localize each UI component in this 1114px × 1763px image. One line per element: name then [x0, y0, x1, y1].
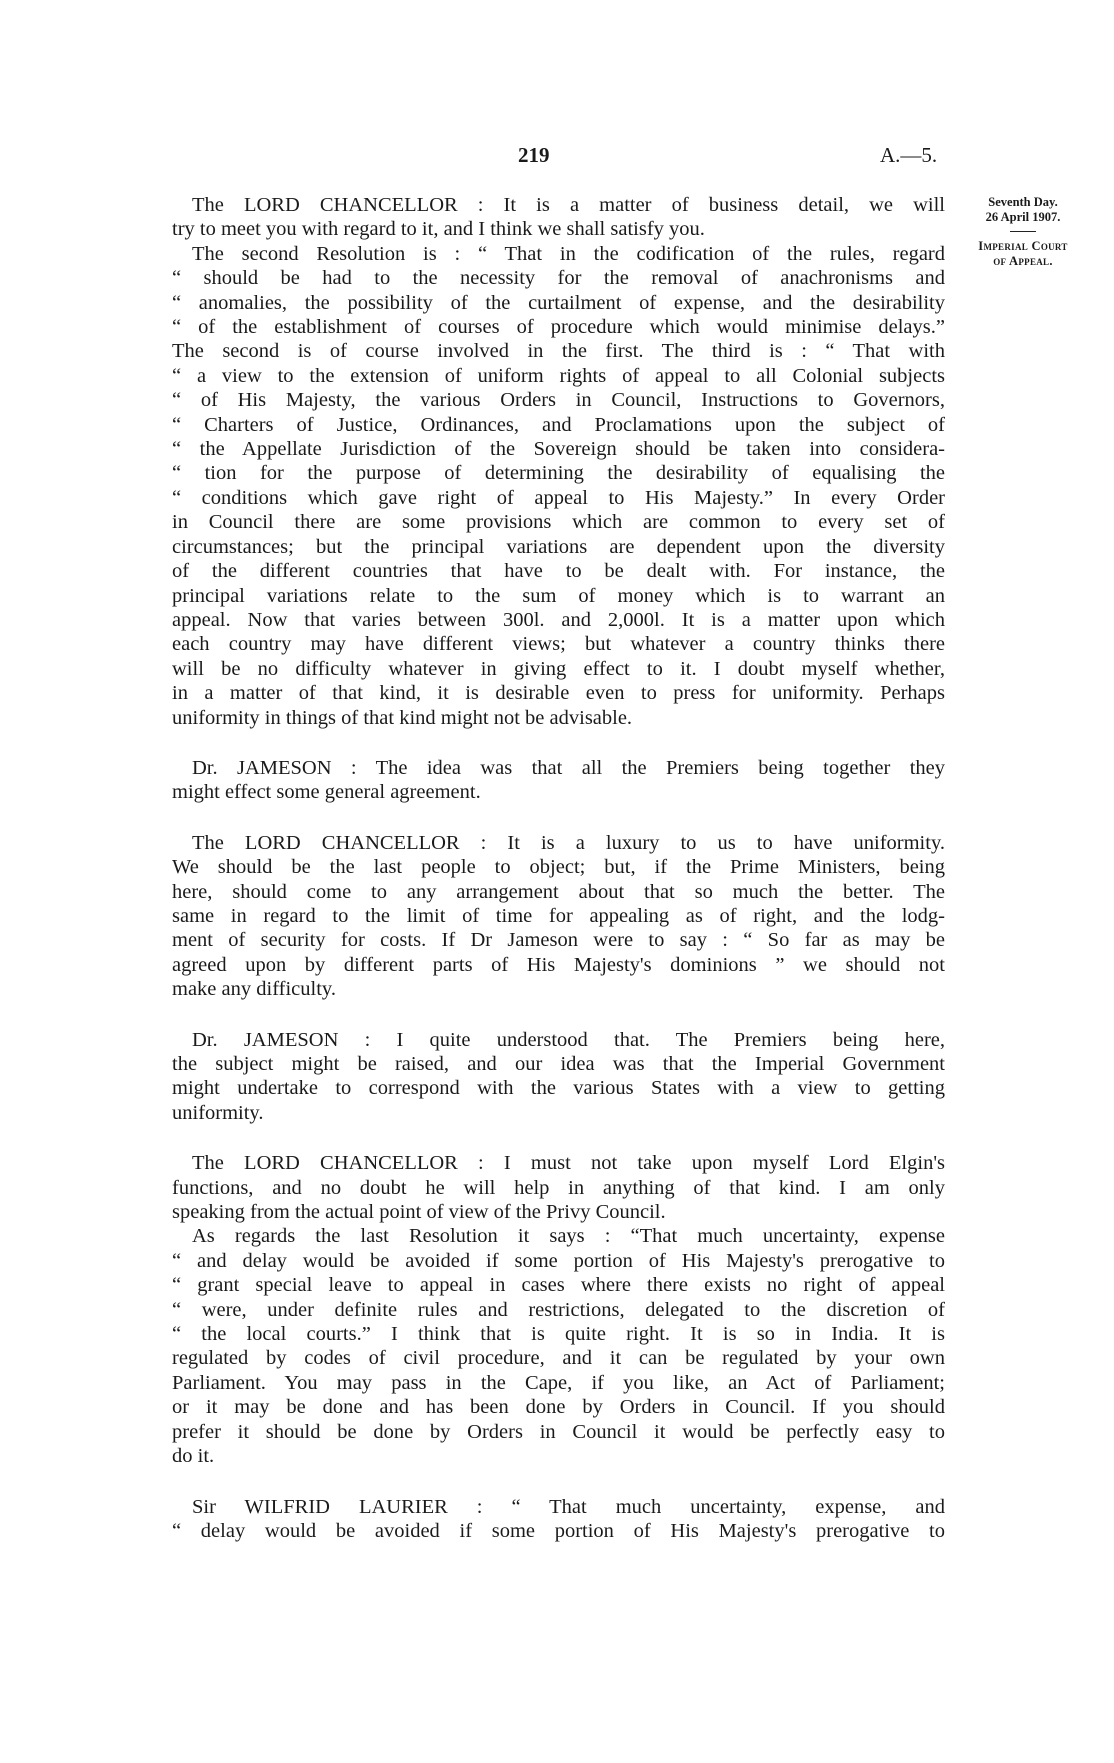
page-number: 219 — [518, 143, 550, 167]
text-line: The LORD CHANCELLOR : I must not take upon myself Lord Elgin's — [192, 1152, 945, 1175]
text-line: The LORD CHANCELLOR : It is a luxury to us to have uniformity. — [192, 831, 945, 854]
margin-note-topic-2: of Appeal. — [993, 254, 1053, 268]
margin-note-rule — [1010, 231, 1036, 232]
text-line: speaking from the actual point of view of the Privy Council. — [172, 1201, 666, 1224]
text-line: will be no difficulty whatever in giving effect to it. I doubt myself whether, — [172, 657, 945, 680]
text-line: prefer it should be done by Orders in Council it would be perfectly easy to — [172, 1420, 945, 1443]
text-line: in Council there are some provisions which are common to every set of — [172, 511, 945, 534]
text-line: “ were, under definite rules and restrictions, delegated to the discretion of — [172, 1298, 945, 1321]
text-line: ment of security for costs. If Dr Jameson were to say : “ So far as may be — [172, 929, 945, 952]
text-line: As regards the last Resolution it says : “That much uncertainty, expense — [192, 1225, 945, 1248]
text-line: make any difficulty. — [172, 978, 336, 1001]
text-line: Sir WILFRID LAURIER : “ That much uncertainty, expense, and — [192, 1495, 945, 1518]
paragraph — [172, 831, 945, 1002]
paragraph — [172, 242, 945, 730]
text-line: The second is of course involved in the first. The third is : “ That with — [172, 340, 945, 363]
margin-note-date: 26 April 1907. — [985, 210, 1061, 224]
body-text — [172, 193, 945, 1543]
text-line: Parliament. You may pass in the Cape, if you like, an Act of Parliament; — [172, 1371, 945, 1394]
text-line: “ the Appellate Jurisdiction of the Sovereign should be taken into considera- — [172, 438, 945, 461]
text-line: “ conditions which gave right of appeal to His Majesty.” In every Order — [172, 486, 945, 509]
text-line: “ a view to the extension of uniform rights of appeal to all Colonial subjects — [172, 364, 945, 387]
text-line: “ and delay would be avoided if some portion of His Majesty's prerogative to — [172, 1249, 945, 1272]
text-line: “ of His Majesty, the various Orders in Council, Instructions to Governors, — [172, 389, 945, 412]
text-line: here, should come to any arrangement about that so much the better. The — [172, 880, 945, 903]
margin-note-topic-1: Imperial Court — [978, 239, 1068, 253]
text-line: appeal. Now that varies between 300l. and 2,000l. It is a matter upon which — [172, 608, 945, 631]
text-line: “ delay would be avoided if some portion of His Majesty's prerogative to — [172, 1519, 945, 1542]
text-line: principal variations relate to the sum of money which is to warrant an — [172, 584, 945, 607]
text-line: same in regard to the limit of time for appealing as of right, and the lodg- — [172, 904, 945, 927]
text-line: in a matter of that kind, it is desirable even to press for uniformity. Perhaps — [172, 682, 945, 705]
text-line: Dr. JAMESON : I quite understood that. The Premiers being here, — [192, 1028, 945, 1051]
text-line: each country may have different views; but whatever a country thinks there — [172, 633, 945, 656]
text-line: We should be the last people to object; but, if the Prime Ministers, being — [172, 856, 945, 879]
margin-note — [968, 195, 1078, 269]
text-line: functions, and no doubt he will help in anything of that kind. I am only — [172, 1176, 945, 1199]
margin-note-day: Seventh Day. — [988, 195, 1058, 209]
text-line: try to meet you with regard to it, and I think we shall satisfy you. — [172, 218, 705, 241]
text-line: uniformity. — [172, 1101, 264, 1124]
paragraph — [172, 193, 945, 242]
text-line: regulated by codes of civil procedure, and it can be regulated by your own — [172, 1347, 945, 1370]
text-line: “ should be had to the necessity for the removal of anachronisms and — [172, 267, 945, 290]
paragraph — [172, 1151, 945, 1224]
text-line: The LORD CHANCELLOR : It is a matter of business detail, we will — [192, 194, 945, 216]
text-line: do it. — [172, 1445, 215, 1468]
paragraph — [172, 1028, 945, 1126]
text-line: might undertake to correspond with the various States with a view to getting — [172, 1077, 945, 1100]
text-line: the subject might be raised, and our idea was that the Imperial Government — [172, 1053, 945, 1075]
series-number: A.—5. — [880, 143, 938, 167]
text-line: “ Charters of Justice, Ordinances, and Proclamations upon the subject of — [172, 413, 945, 436]
paragraph — [172, 1224, 945, 1468]
text-line: “ the local courts.” I think that is quite right. It is so in India. It is — [172, 1323, 945, 1346]
text-line: might effect some general agreement. — [172, 781, 481, 804]
text-line: agreed upon by different parts of His Majesty's dominions ” we should not — [172, 953, 945, 976]
text-line: The second Resolution is : “ That in the codification of the rules, regard — [192, 242, 945, 265]
text-line: “ grant special leave to appeal in cases where there exists no right of appeal — [172, 1274, 945, 1297]
text-line: uniformity in things of that kind might not be advisable. — [172, 706, 633, 729]
text-line: Dr. JAMESON : The idea was that all the Premiers being together they — [192, 756, 945, 779]
text-line: “ anomalies, the possibility of the curtailment of expense, and the desirability — [172, 291, 945, 314]
text-line: of the different countries that have to be dealt with. For instance, the — [172, 560, 945, 583]
paragraph — [172, 756, 945, 805]
text-line: “ of the establishment of courses of procedure which would minimise delays.” — [172, 316, 945, 339]
text-line: “ tion for the purpose of determining the desirability of equalising the — [172, 462, 945, 485]
text-line: circumstances; but the principal variations are dependent upon the diversity — [172, 535, 945, 558]
text-line: or it may be done and has been done by Orders in Council. If you should — [172, 1396, 945, 1419]
paragraph — [172, 1495, 945, 1544]
